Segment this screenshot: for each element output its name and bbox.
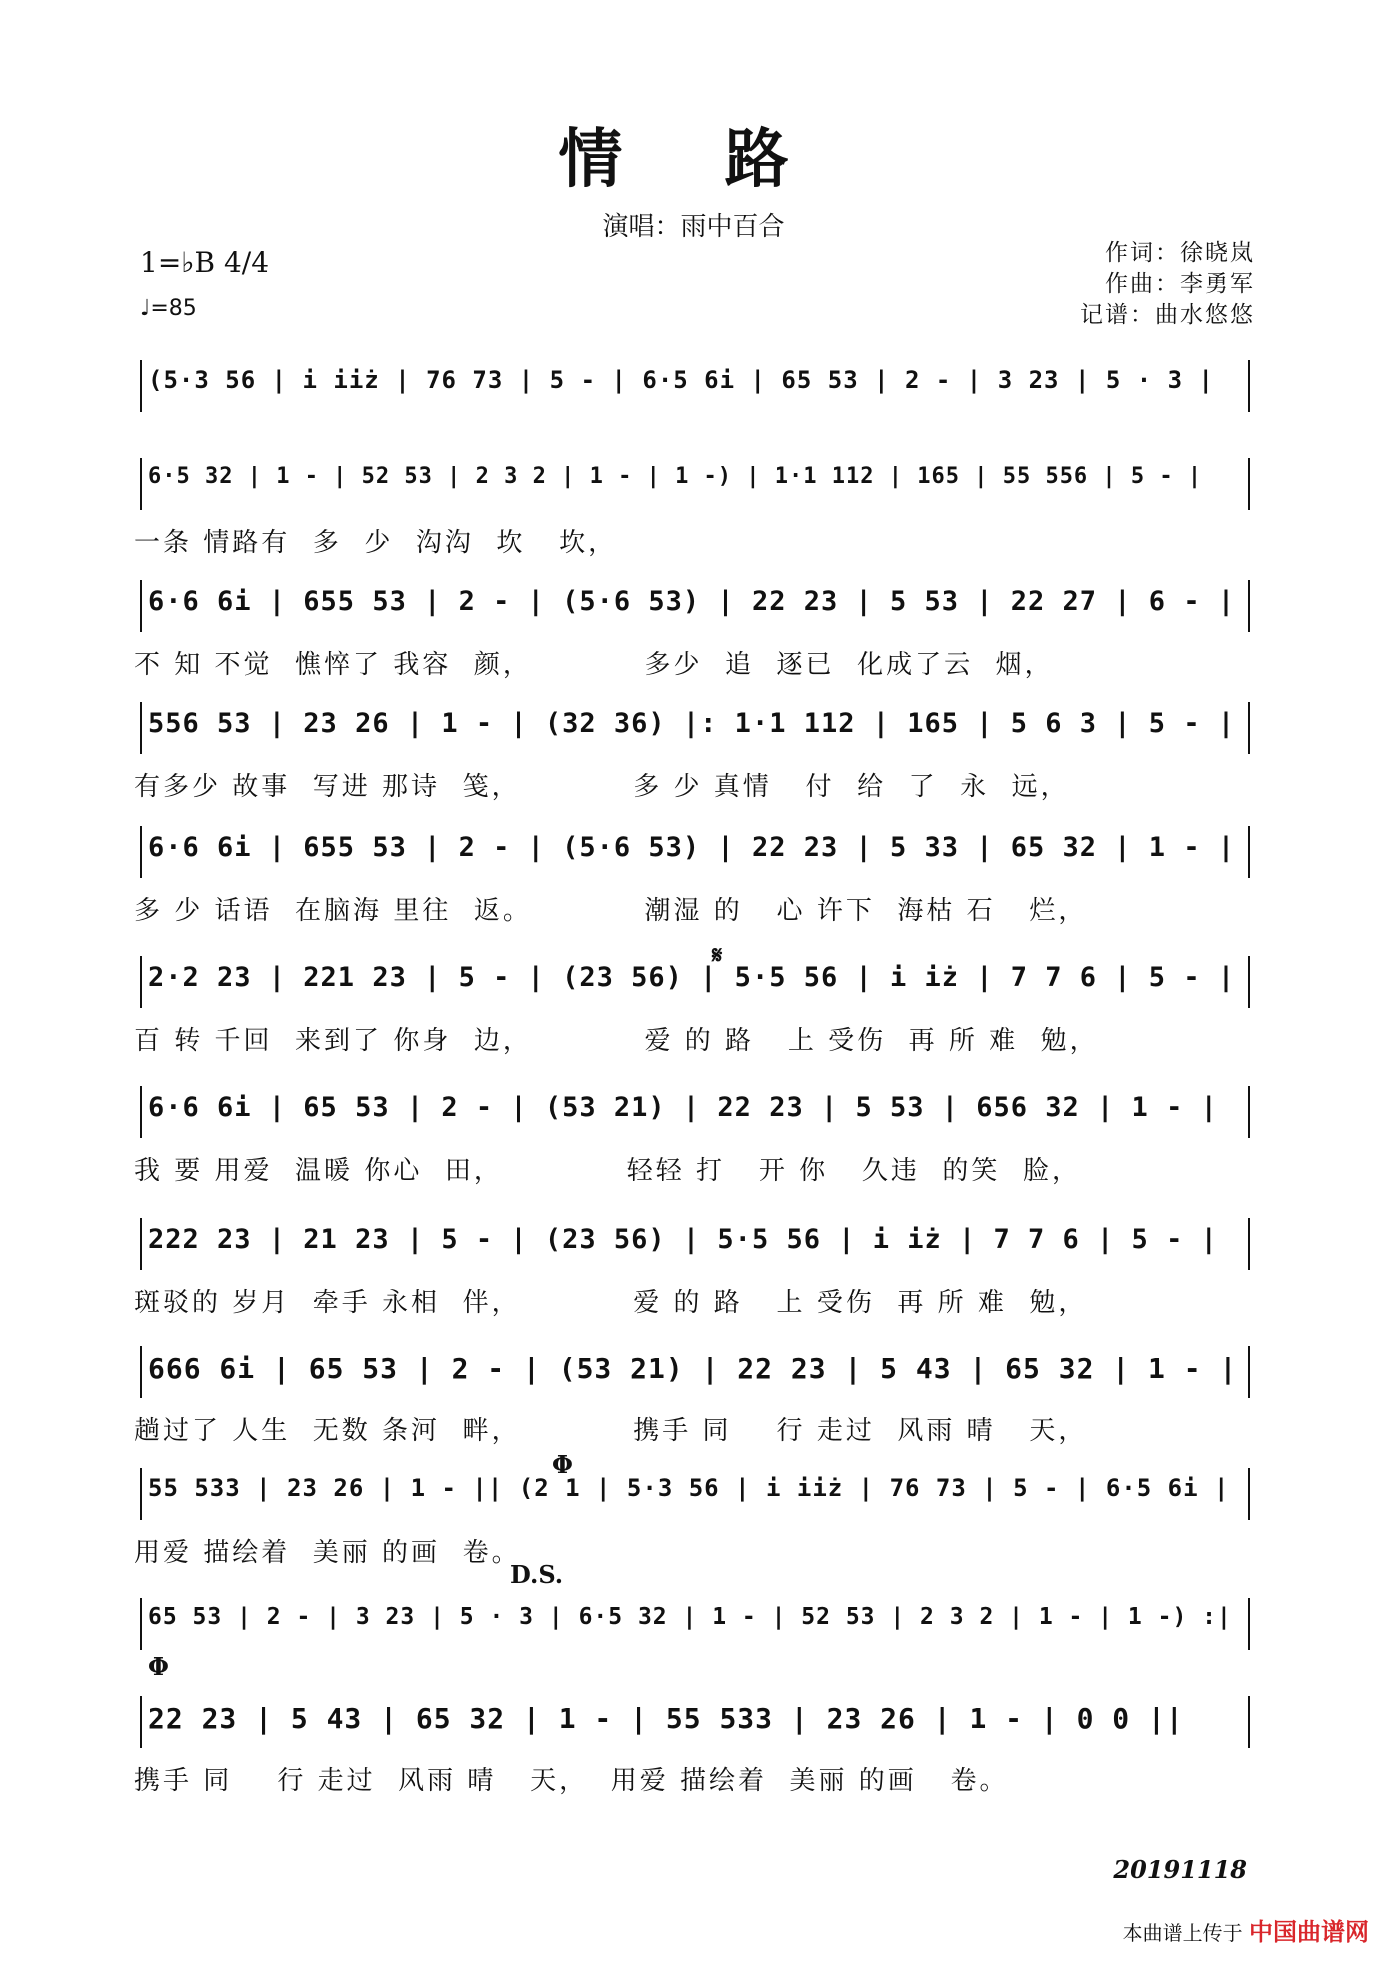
composer-credit: 作曲：李勇军 <box>1105 271 1255 297</box>
notation-text: 6·6 6i | 65 53 | 2 - | (53 21) | 22 23 | 5 53 | 656 32 | 1 - | <box>148 1092 1218 1123</box>
notation-line <box>140 1218 1250 1270</box>
notation-text: 22 23 | 5 43 | 65 32 | 1 - | 55 533 | 23 26 | 1 - | 0 0 || <box>148 1702 1184 1735</box>
score-system <box>140 360 1250 450</box>
score-system <box>134 1468 1250 1568</box>
score-system <box>134 826 1250 926</box>
notation-text: 666 6i | 65 53 | 2 - | (53 21) | 22 23 | 5 43 | 65 32 | 1 - | <box>148 1352 1238 1385</box>
notation-text: (5·3 56 | i iiż | 76 73 | 5 - | 6·5 6i | 65 53 | 2 - | 3 23 | 5 · 3 | <box>148 366 1214 394</box>
score-system <box>134 1696 1250 1796</box>
ds-mark: D.S. <box>510 1560 564 1589</box>
notation-line <box>140 1598 1250 1650</box>
lyricist-credit: 作词：徐晓岚 <box>1105 240 1255 266</box>
notation-text: 6·5 32 | 1 - | 52 53 | 2 3 2 | 1 - | 1 -) | 1·1 112 | 165 | 55 556 | 5 - | <box>148 464 1203 489</box>
notation-text: 2·2 23 | 221 23 | 5 - | (23 56) | 5·5 56 | i iż | 7 7 6 | 5 - | <box>148 962 1236 993</box>
notation-line <box>140 458 1250 510</box>
segno-mark: 𝄋 <box>712 940 723 969</box>
notation-line <box>140 580 1250 632</box>
coda-mark-2: Φ <box>148 1652 169 1681</box>
notation-text: 222 23 | 21 23 | 5 - | (23 56) | 5·5 56 | i iż | 7 7 6 | 5 - | <box>148 1224 1218 1255</box>
notation-line <box>140 1346 1250 1398</box>
credits-block <box>1080 238 1255 331</box>
notation-text: 6·6 6i | 655 53 | 2 - | (5·6 53) | 22 23 | 5 53 | 22 27 | 6 - | <box>148 586 1236 617</box>
lyrics-line: 我 要 用爱 温暖 你心 田， 轻轻 打 开 你 久违 的笑 脸， <box>134 1156 1081 1186</box>
notation-line <box>140 360 1250 412</box>
coda-mark: Φ <box>552 1450 573 1479</box>
singer-credit: 演唱：雨中百合 <box>602 212 785 242</box>
watermark-prefix: 本曲谱上传于 <box>1122 1921 1243 1945</box>
lyrics-line: 不 知 不觉 憔悴了 我容 颜， 多少 追 逐已 化成了云 烟， <box>134 650 1054 680</box>
lyrics-line: 斑驳的 岁月 牵手 永相 伴， 爱 的 路 上 受伤 再 所 难 勉， <box>134 1288 1088 1318</box>
lyrics-line: 一条 情路有 多 少 沟沟 坎 坎， <box>134 528 618 558</box>
notation-text: 65 53 | 2 - | 3 23 | 5 · 3 | 6·5 32 | 1 - | 52 53 | 2 3 2 | 1 - | 1 -) :| <box>148 1604 1232 1630</box>
notation-line <box>140 956 1250 1008</box>
watermark-brand: 中国曲谱网 <box>1249 1918 1369 1946</box>
score-system <box>134 458 1250 558</box>
transcription-date: 20191118 <box>1113 1855 1247 1884</box>
tempo-marking: ♩=85 <box>140 296 197 321</box>
lyrics-line: 用爱 描绘着 美丽 的画 卷。 <box>134 1538 521 1568</box>
score-system <box>134 580 1250 680</box>
score-system <box>134 1346 1250 1446</box>
notation-line <box>140 826 1250 878</box>
transcriber-credit: 记谱：曲水悠悠 <box>1080 302 1255 328</box>
song-title: 情 路 <box>558 122 829 197</box>
key-signature: 1=♭B 4/4 <box>140 246 270 279</box>
lyrics-line: 百 转 千回 来到了 你身 边， 爱 的 路 上 受伤 再 所 难 勉， <box>134 1026 1099 1056</box>
lyrics-line: 携手 同 行 走过 风雨 晴 天， 用爱 描绘着 美丽 的画 卷。 <box>134 1766 1009 1796</box>
score-system <box>134 1218 1250 1318</box>
notation-line <box>140 702 1250 754</box>
notation-line <box>140 1468 1250 1520</box>
lyrics-line: 多 少 话语 在脑海 里往 返。 潮湿 的 心 许下 海枯 石 烂， <box>134 896 1088 926</box>
lyrics-line: 有多少 故事 写进 那诗 笺， 多 少 真情 付 给 了 永 远， <box>134 772 1070 802</box>
notation-text: 556 53 | 23 26 | 1 - | (32 36) |: 1·1 112 | 165 | 5 6 3 | 5 - | <box>148 708 1236 739</box>
score-system <box>134 1086 1250 1186</box>
notation-line <box>140 1086 1250 1138</box>
notation-line <box>140 1696 1250 1748</box>
score-system <box>134 956 1250 1056</box>
notation-text: 55 533 | 23 26 | 1 - || (2 1 | 5·3 56 | i iiż | 76 73 | 5 - | 6·5 6i | <box>148 1474 1230 1502</box>
lyrics-line: 趟过了 人生 无数 条河 畔， 携手 同 行 走过 风雨 晴 天， <box>134 1416 1088 1446</box>
site-watermark <box>1123 1912 1369 1947</box>
score-system <box>134 702 1250 802</box>
score-system <box>140 1598 1250 1688</box>
notation-text: 6·6 6i | 655 53 | 2 - | (5·6 53) | 22 23 | 5 33 | 65 32 | 1 - | <box>148 832 1236 863</box>
